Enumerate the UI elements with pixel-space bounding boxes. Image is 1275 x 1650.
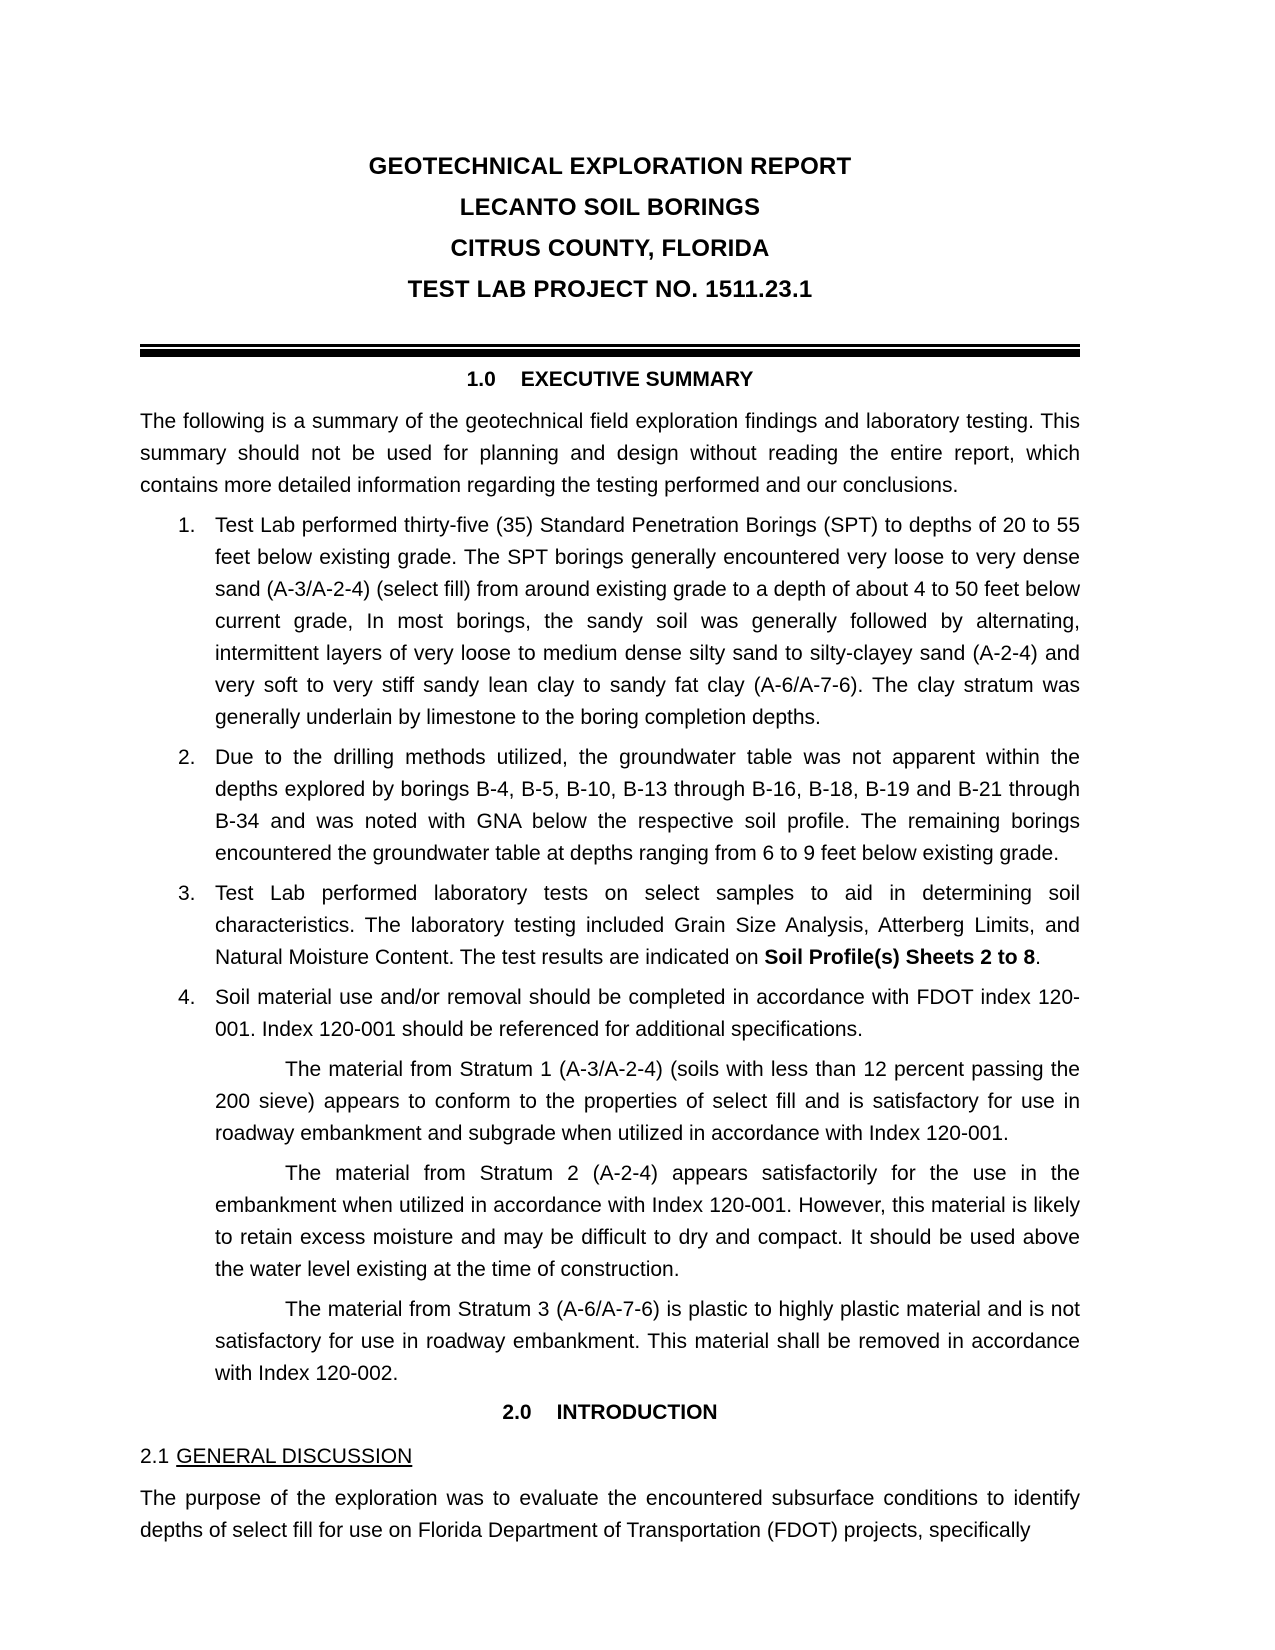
subsection-number: 2.1 (140, 1445, 170, 1468)
list-item-1-number: 1. (178, 514, 196, 537)
general-discussion-paragraph: The purpose of the exploration was to evaluate the encountered subsurface conditions to identify depths of select fill for use on Florida Department of Transportation (FDOT) projects, specifically (140, 1487, 1080, 1542)
list-item-1 (140, 510, 1080, 734)
exec-summary-intro-paragraph: The following is a summary of the geotechnical field exploration findings and laboratory testing. This summary should not be used for planning and design without reading the entire report, which contains more detailed information regarding the testing performed and our conclusions. (140, 410, 1080, 497)
report-title-block (140, 146, 1080, 310)
subsection-title: GENERAL DISCUSSION (176, 1445, 413, 1468)
list-item-2-text: Due to the drilling methods utilized, the groundwater table was not apparent within the depths explored by borings B-4, B-5, B-10, B-13 through B-16, B-18, B-19 and B-21 through B-34 and was noted with GNA below the respective soil profile. The remaining borings encountered the groundwater table at depths ranging from 6 to 9 feet below existing grade. (215, 746, 1080, 865)
list-item-3 (140, 878, 1080, 974)
section-number: 1.0 (466, 368, 496, 391)
list-item-3-number: 3. (178, 882, 196, 905)
section-heading-executive-summary (140, 364, 1080, 396)
stratum-1-paragraph: The material from Stratum 1 (A-3/A-2-4) (soils with less than 12 percent passing the 200 sieve) appears to conform to the properties of select fill and is satisfactory for use in roadway embankment and subgrade when utilized in accordance with Index 120-001. (215, 1058, 1080, 1145)
list-item-1-text: Test Lab performed thirty-five (35) Standard Penetration Borings (SPT) to depths of 20 to 55 feet below existing grade. The SPT borings generally encountered very loose to very dense sand (A-3/A-2-4) (select fill) from around existing grade to a depth of about 4 to 50 feet below current grade, In most borings, the sandy soil was generally followed by alternating, intermittent layers of very loose to medium dense silty sand to silty-clayey sand (A-2-4) and very soft to very stiff sandy lean clay to sandy fat clay (A-6/A-7-6). The clay stratum was generally underlain by limestone to the boring completion depths. (215, 514, 1080, 729)
report-title-line-1: GEOTECHNICAL EXPLORATION REPORT (368, 153, 852, 180)
list-item-4-number: 4. (178, 986, 196, 1009)
subsection-heading-general-discussion (140, 1441, 1080, 1473)
list-item-3-bold-text: Soil Profile(s) Sheets 2 to 8 (764, 946, 1036, 969)
list-item-2 (140, 742, 1080, 870)
report-title-line-4: TEST LAB PROJECT NO. 1511.23.1 (407, 276, 813, 303)
section-number: 2.0 (502, 1401, 532, 1424)
report-page (140, 0, 1080, 1547)
report-title-line-3: CITRUS COUNTY, FLORIDA (450, 235, 770, 262)
list-item-3-text-after: . (1035, 946, 1041, 969)
section-heading-introduction (140, 1397, 1080, 1429)
section-title: INTRODUCTION (556, 1401, 718, 1424)
stratum-3-paragraph: The material from Stratum 3 (A-6/A-7-6) is plastic to highly plastic material and is not satisfactory for use in roadway embankment. This material shall be removed in accordance with Index 120-002. (215, 1298, 1080, 1385)
stratum-2-paragraph: The material from Stratum 2 (A-2-4) appears satisfactorily for the use in the embankment when utilized in accordance with Index 120-001. However, this material is likely to retain excess moisture and may be difficult to dry and compact. It should be used above the water level existing at the time of construction. (215, 1162, 1080, 1281)
list-item-2-number: 2. (178, 746, 196, 769)
list-item-4-text: Soil material use and/or removal should be completed in accordance with FDOT index 120-001. Index 120-001 should be referenced for additional specifications. (215, 986, 1080, 1041)
list-item-4 (140, 982, 1080, 1046)
section-title: EXECUTIVE SUMMARY (520, 368, 754, 391)
list-item-3-text: Test Lab performed laboratory tests on select samples to aid in determining soil characteristics. The laboratory testing included Grain Size Analysis, Atterberg Limits, and Natural Moisture Content. The test results are indicated on (215, 882, 1080, 969)
title-divider-rule (140, 344, 1080, 357)
report-title-line-2: LECANTO SOIL BORINGS (459, 194, 761, 221)
